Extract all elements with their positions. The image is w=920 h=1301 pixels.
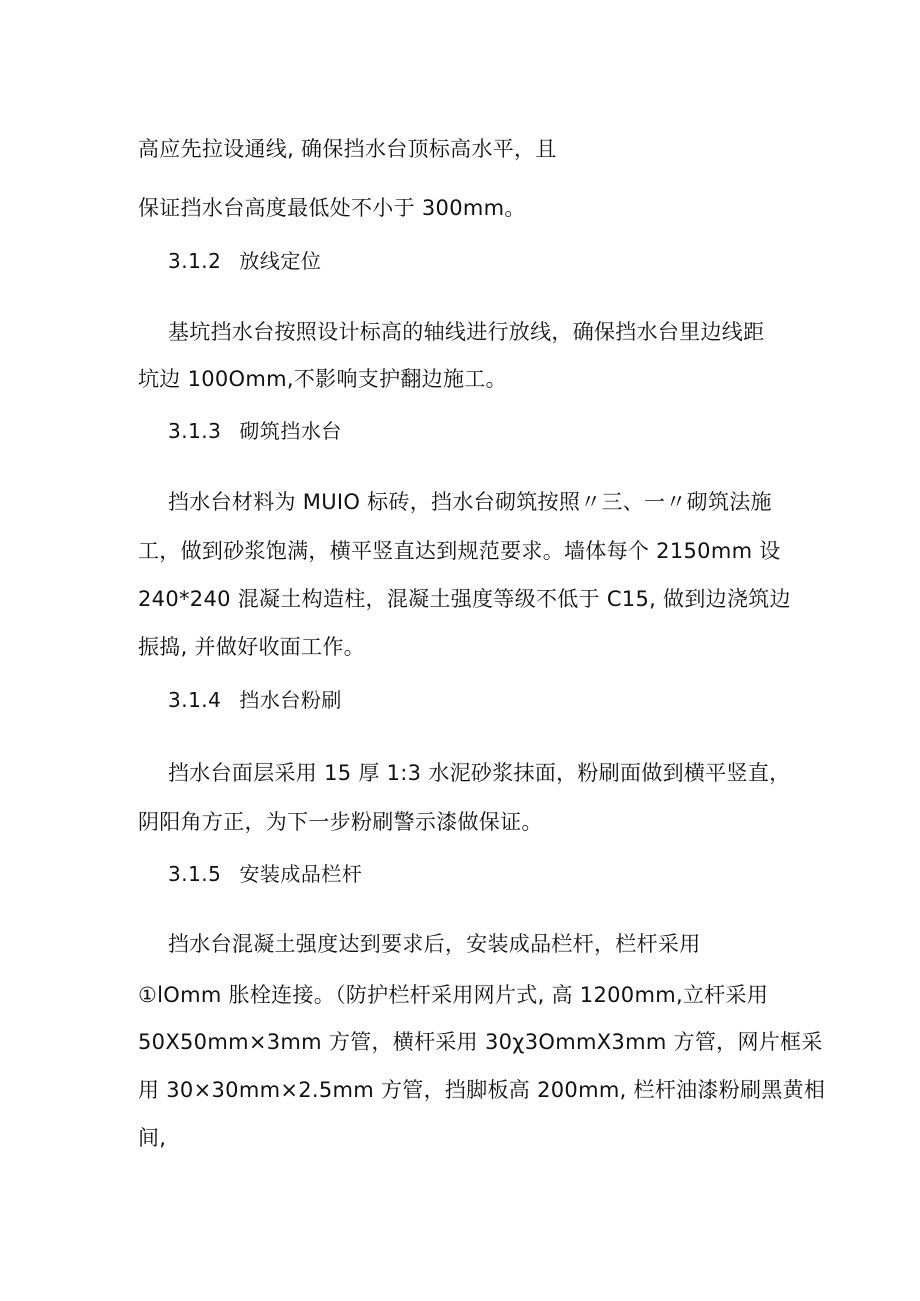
section-number: 3.1.3 (168, 419, 222, 443)
paragraph-line: ①lOmm 胀栓连接。（防护栏杆采用网片式, 高 1200mm,立杆采用 (138, 983, 769, 1007)
section-title: 挡水台粉刷 (239, 688, 342, 712)
section-number: 3.1.5 (168, 862, 222, 886)
section-heading (168, 417, 342, 445)
paragraph-line: 基坑挡水台按照设计标高的轴线进行放线，确保挡水台里边线距 (168, 320, 765, 344)
paragraph-line: 保证挡水台高度最低处不小于 300mm。 (138, 196, 526, 220)
paragraph-line: 240*240 混凝土构造柱，混凝土强度等级不低于 C15, 做到边浇筑边 (138, 587, 791, 611)
section-heading (168, 247, 321, 275)
paragraph-line: 工，做到砂浆饱满，横平竖直达到规范要求。墙体每个 2150mm 设 (138, 539, 781, 563)
paragraph-line: 挡水台混凝土强度达到要求后，安装成品栏杆，栏杆采用 (168, 932, 701, 956)
section-number: 3.1.2 (168, 249, 222, 273)
paragraph-line: 50X50mm×3mm 方管，横杆采用 30χ3OmmX3mm 方管，网片框采 (138, 1030, 823, 1054)
section-heading (168, 686, 342, 714)
paragraph-line: 阴阳角方正，为下一步粉刷警示漆做保证。 (138, 810, 543, 834)
section-title: 砌筑挡水台 (239, 419, 342, 443)
paragraph-line: 挡水台面层采用 15 厚 1:3 水泥砂浆抹面，粉刷面做到横平竖直， (168, 761, 791, 785)
paragraph-line: 坑边 100Omm,不影响支护翻边施工。 (138, 367, 507, 391)
section-heading (168, 860, 362, 888)
paragraph-line: 挡水台材料为 MUIO 标砖，挡水台砌筑按照〃三、一〃砌筑法施 (168, 490, 772, 514)
section-number: 3.1.4 (168, 688, 222, 712)
section-title: 放线定位 (239, 249, 322, 273)
paragraph-line: 间, (138, 1126, 167, 1150)
paragraph-line: 振捣, 并做好收面工作。 (138, 635, 365, 659)
paragraph-line: 高应先拉设通线, 确保挡水台顶标高水平，且 (138, 137, 557, 161)
section-title: 安装成品栏杆 (239, 862, 363, 886)
paragraph-line: 用 30×30mm×2.5mm 方管，挡脚板高 200mm, 栏杆油漆粉刷黑黄相 (138, 1078, 826, 1102)
